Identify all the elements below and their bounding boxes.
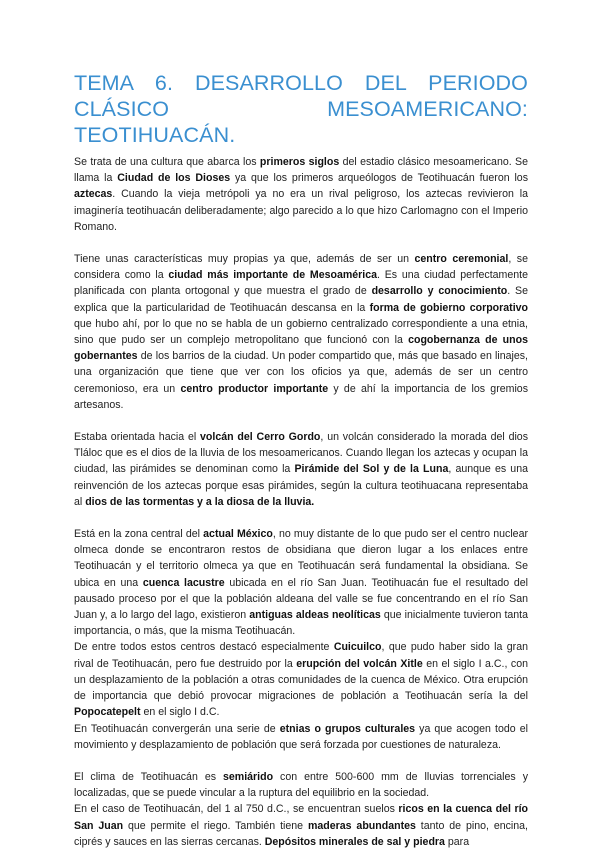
paragraph-2 xyxy=(74,251,528,413)
bold-term: maderas abundantes xyxy=(307,819,416,832)
text-run: , no muy distante de lo que pudo ser el centro nuclear olmeca donde se encontraron restos de obsidiana que dieron lugar a los enlaces entre Teotihuacán y el territorio olmeca ya que en Teotihuacán será fundamental la obsidiana. Se ubica en una xyxy=(74,528,528,589)
paragraph-gap xyxy=(74,753,528,769)
text-run: Tiene unas características muy propias ya que, además de ser un xyxy=(74,253,415,266)
bold-term: cuenca lacustre xyxy=(142,576,225,589)
text-run: con entre 500-600 mm de lluvias torrenciales y localizadas, que se puede vincular a la ruptura del equilibrio en la sociedad. xyxy=(74,770,528,800)
text-run: , se considera como la xyxy=(74,253,528,282)
paragraph-5 xyxy=(74,639,528,720)
paragraph-4 xyxy=(74,526,528,639)
text-run: para xyxy=(444,835,470,848)
paragraph-6 xyxy=(74,721,528,753)
text-run: que permite el riego. También tiene xyxy=(123,819,308,832)
bold-term: aztecas xyxy=(74,188,113,201)
paragraph-1 xyxy=(74,154,528,235)
text-run: , un volcán considerado la morada del dios Tláloc que es el dios de la lluvia de los mesoamericanos. Cuando llegan los aztecas y ocupan la ciudad, las pirámides se denominan como la xyxy=(74,431,528,476)
text-run: tanto de pino, encina, ciprés y sauces en las sierras cercanas. xyxy=(74,819,528,848)
bold-term: actual México xyxy=(203,528,273,541)
text-run: Está en la zona central del xyxy=(74,528,204,541)
bold-term: Popocatepelt xyxy=(74,706,141,719)
title-line-1: TEMA 6. DESARROLLO DEL PERIODO xyxy=(74,71,528,95)
bold-term: volcán del Cerro Gordo xyxy=(200,431,321,444)
bold-term: etnias o grupos culturales xyxy=(279,722,416,735)
text-run: que inicialmente tuvieron tanta importancia, o más, que la misma Teotihuacán. xyxy=(74,609,529,638)
paragraph-7 xyxy=(74,769,528,801)
bold-term: desarrollo y conocimiento xyxy=(371,285,508,298)
text-run: ya que los primeros arqueólogos de Teotihuacán fueron los xyxy=(230,172,528,185)
text-run: . Se explica que la particularidad de Teotihuacán descansa en la xyxy=(74,285,528,314)
text-run: En Teotihuacán convergerán una serie de xyxy=(74,722,280,735)
title-line-2: CLÁSICO MESOAMERICANO: TEOTIHUACÁN. xyxy=(74,97,528,147)
bold-term: erupción del volcán Xitle xyxy=(296,657,423,670)
bold-term: antiguas aldeas neolíticas xyxy=(249,609,381,622)
bold-term: ricos en la cuenca del río San Juan xyxy=(74,803,528,832)
bold-term: Depósitos minerales de sal y piedra xyxy=(264,835,445,848)
text-run: De entre todos estos centros destacó especialmente xyxy=(74,641,334,654)
text-run: . Cuando la vieja metrópoli ya no era un rival peligroso, los aztecas revivieron la imaginería teotihuacán deliberadamente; algo parecido a lo que hizo Carlomagno con el Imperio Romano. xyxy=(74,188,528,233)
paragraph-gap xyxy=(74,413,528,429)
bold-term: semiárido xyxy=(223,770,274,783)
document-page xyxy=(74,70,528,850)
bold-term: centro productor importante xyxy=(180,382,329,395)
bold-term: Ciudad de los Dioses xyxy=(117,172,231,185)
bold-term: centro ceremonial xyxy=(414,253,509,266)
text-run: en el siglo I a.C., con un desplazamiento de la población a otras comunidades de la cuenca de México. Otra erupción de importancia que debió provocar migraciones de población a Teotihuacán sería la del xyxy=(74,657,528,703)
text-run: ubicada en el río San Juan. Teotihuacán fue el resultado del pausado proceso por el que la población aldeana del valle se fue concentrando en el río San Juan y, a lo largo del lago, existieron xyxy=(74,576,528,622)
text-run: Estaba orientada hacia el xyxy=(74,431,201,444)
text-run: , aunque es una reinvención de los aztecas porque esas pirámides, según la cultura teotihuacana representaba al xyxy=(74,463,528,508)
text-run: en el siglo I d.C. xyxy=(140,706,220,719)
text-run: , que pudo haber sido la gran rival de Teotihuacán, pero fue destruido por la xyxy=(74,641,528,670)
text-run: que hubo ahí, por lo que no se habla de un gobierno centralizado correspondiente a una etnia, sino que pudo ser un complejo metropolitano que funcionó con la xyxy=(74,317,528,347)
text-run: de los barrios de la ciudad. Un poder compartido que, más que basado en linajes, una organización que tiene que ver con los oficios ya que, además de ser un centro ceremonioso, era un xyxy=(74,350,528,395)
paragraph-gap xyxy=(74,510,528,526)
text-run: y de ahí la importancia de los gremios artesanos. xyxy=(74,382,528,411)
text-run: . Es una ciudad perfectamente planificada con planta ortogonal y que muestra el grado de xyxy=(74,269,528,298)
page-title xyxy=(74,70,528,148)
bold-term: Cuicuilco xyxy=(333,641,382,654)
bold-term: forma de gobierno corporativo xyxy=(369,301,528,314)
bold-term: primeros siglos xyxy=(259,156,340,168)
bold-term: dios de las tormentas y a la diosa de la lluvia. xyxy=(85,495,315,508)
text-run: Se trata de una cultura que abarca los xyxy=(74,156,260,168)
bold-term: cogobernanza de unos gobernantes xyxy=(74,334,528,363)
bold-term: ciudad más importante de Mesoamérica xyxy=(168,269,378,282)
text-run: del estadio clásico mesoamericano. Se llama la xyxy=(74,156,528,185)
bold-term: Pirámide del Sol y de la Luna xyxy=(294,463,449,476)
text-run: ya que acogen todo el movimiento y desplazamiento de población que será forzada por cuestiones de naturaleza. xyxy=(74,722,528,751)
paragraph-3 xyxy=(74,429,528,510)
text-run: En el caso de Teotihuacán, del 1 al 750 d.C., se encuentran suelos xyxy=(74,803,399,816)
paragraph-8 xyxy=(74,801,528,850)
text-run: El clima de Teotihuacán es xyxy=(74,770,223,783)
paragraph-gap xyxy=(74,235,528,251)
